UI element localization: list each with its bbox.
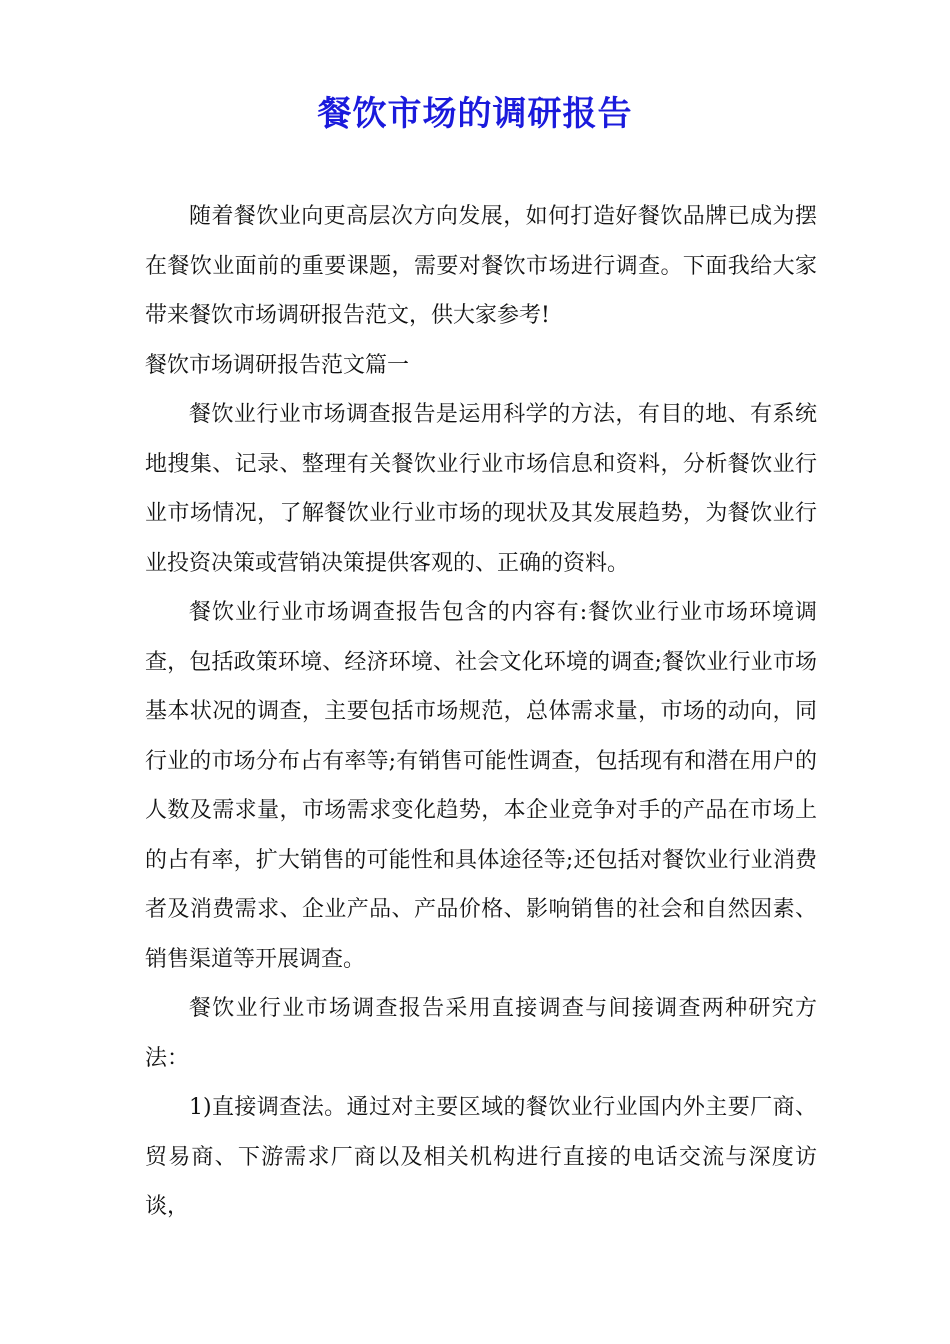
document-title: 餐饮市场的调研报告 <box>317 94 633 134</box>
content-paragraph: 餐饮业行业市场调查报告包含的内容有:餐饮业行业市场环境调查，包括政策环境、经济环境、社会文化环境的调查;餐饮业行业市场基本状况的调查，主要包括市场规范，总体需求量，市场的动向，同行业的市场分布占有率等;有销售可能性调查，包括现有和潜在用户的人数及需求量，市场需求变化趋势，本企业竞争对手的产品在市场上的占有率，扩大销售的可能性和具体途径等;还包括对餐饮业行业消费者及消费需求、企业产品、产品价格、影响销售的社会和自然因素、销售渠道等开展调查。 <box>145 600 817 972</box>
section-heading: 餐饮市场调研报告范文篇一 <box>145 352 410 378</box>
intro-paragraph: 随着餐饮业向更高层次方向发展，如何打造好餐饮品牌已成为摆在餐饮业面前的重要课题，需要对餐饮市场进行调查。下面我给大家带来餐饮市场调研报告范文，供大家参考! <box>145 204 817 328</box>
document-body <box>145 192 817 1232</box>
direct-method-paragraph: 1)直接调查法。通过对主要区域的餐饮业行业国内外主要厂商、贸易商、下游需求厂商以及相关机构进行直接的电话交流与深度访谈， <box>145 1095 817 1219</box>
methods-paragraph: 餐饮业行业市场调查报告采用直接调查与间接调查两种研究方法： <box>145 996 817 1071</box>
definition-paragraph: 餐饮业行业市场调查报告是运用科学的方法，有目的地、有系统地搜集、记录、整理有关餐饮业行业市场信息和资料，分析餐饮业行业市场情况，了解餐饮业行业市场的现状及其发展趋势，为餐饮业行业投资决策或营销决策提供客观的、正确的资料。 <box>145 402 817 576</box>
